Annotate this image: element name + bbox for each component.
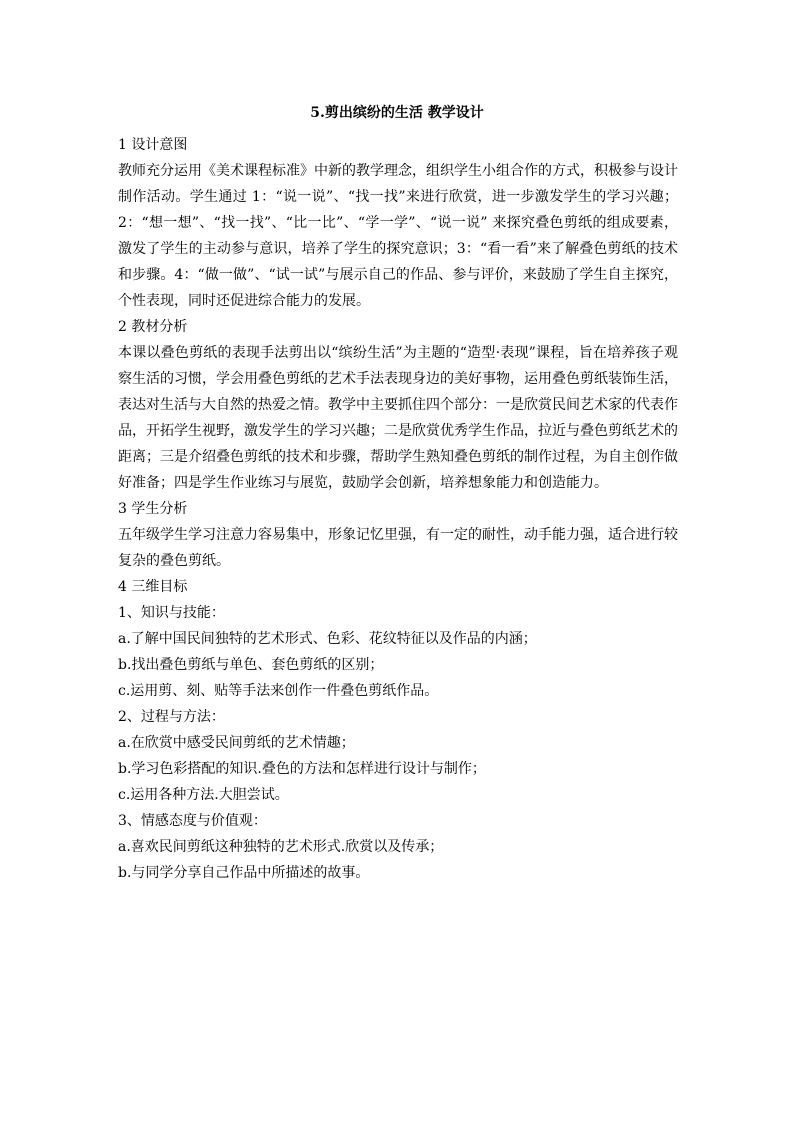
goal-item: a.了解中国民间独特的艺术形式、色彩、花纹特征以及作品的内涵；	[118, 631, 537, 647]
goal-label-knowledge: 1、知识与技能：	[118, 605, 225, 621]
section-paragraph-design-intent: 教师充分运用《美术课程标准》中新的教学理念，组织学生小组合作的方式，积极参与设计制作活动。学生通过 1：“说一说”、“找一找”来进行欣赏，进一步激发学生的学习兴趣；2：“想一想”、“找一找”、“比一比”、“学一学”、“说一说” 来探究叠色剪纸的组成要素，激发了学生的主动参与意识，培养了学生的探究意识；3：“看一看”来了解叠色剪纸的技术和步骤。4：“做一做”、“试一试”与展示自己的作品、参与评价，来鼓励了学生自主探究，个性表现，同时还促进综合能力的发展。	[118, 163, 678, 309]
section-paragraph-student-analysis: 五年级学生学习注意力容易集中，形象记忆里强，有一定的耐性，动手能力强，适合进行较复杂的叠色剪纸。	[118, 527, 678, 569]
goal-label-process: 2、过程与方法：	[118, 709, 225, 725]
goal-item: a.在欣赏中感受民间剪纸的艺术情趣；	[118, 735, 355, 751]
goal-label-attitude: 3、情感态度与价值观：	[118, 813, 267, 829]
section-heading-design-intent: 1 设计意图	[118, 137, 188, 153]
goal-item: c.运用各种方法.大胆尝试。	[118, 787, 289, 803]
goal-item: b.与同学分享自己作品中所描述的故事。	[118, 865, 370, 881]
document-title: 5.剪出缤纷的生活 教学设计	[310, 105, 484, 121]
goal-item: a.喜欢民间剪纸这种独特的艺术形式.欣赏以及传承；	[118, 839, 444, 855]
goal-item: b.找出叠色剪纸与单色、套色剪纸的区别；	[118, 657, 384, 673]
goal-item: b.学习色彩搭配的知识.叠色的方法和怎样进行设计与制作；	[118, 761, 486, 777]
section-heading-student-analysis: 3 学生分析	[118, 501, 188, 517]
section-heading-goals: 4 三维目标	[118, 579, 188, 595]
goal-item: c.运用剪、刻、贴等手法来创作一件叠色剪纸作品。	[118, 683, 439, 699]
document-body	[118, 132, 678, 886]
section-heading-textbook-analysis: 2 教材分析	[118, 319, 188, 335]
section-paragraph-textbook-analysis: 本课以叠色剪纸的表现手法剪出以“缤纷生活”为主题的“造型·表现”课程，旨在培养孩子观察生活的习惯，学会用叠色剪纸的艺术手法表现身边的美好事物，运用叠色剪纸装饰生活，表达对生活与大自然的热爱之情。教学中主要抓住四个部分：一是欣赏民间艺术家的代表作品，开拓学生视野，激发学生的学习兴趣；二是欣赏优秀学生作品，拉近与叠色剪纸艺术的距离；三是介绍叠色剪纸的技术和步骤，帮助学生熟知叠色剪纸的制作过程，为自主创作做好准备；四是学生作业练习与展览，鼓励学会创新，培养想象能力和创造能力。	[118, 345, 678, 491]
